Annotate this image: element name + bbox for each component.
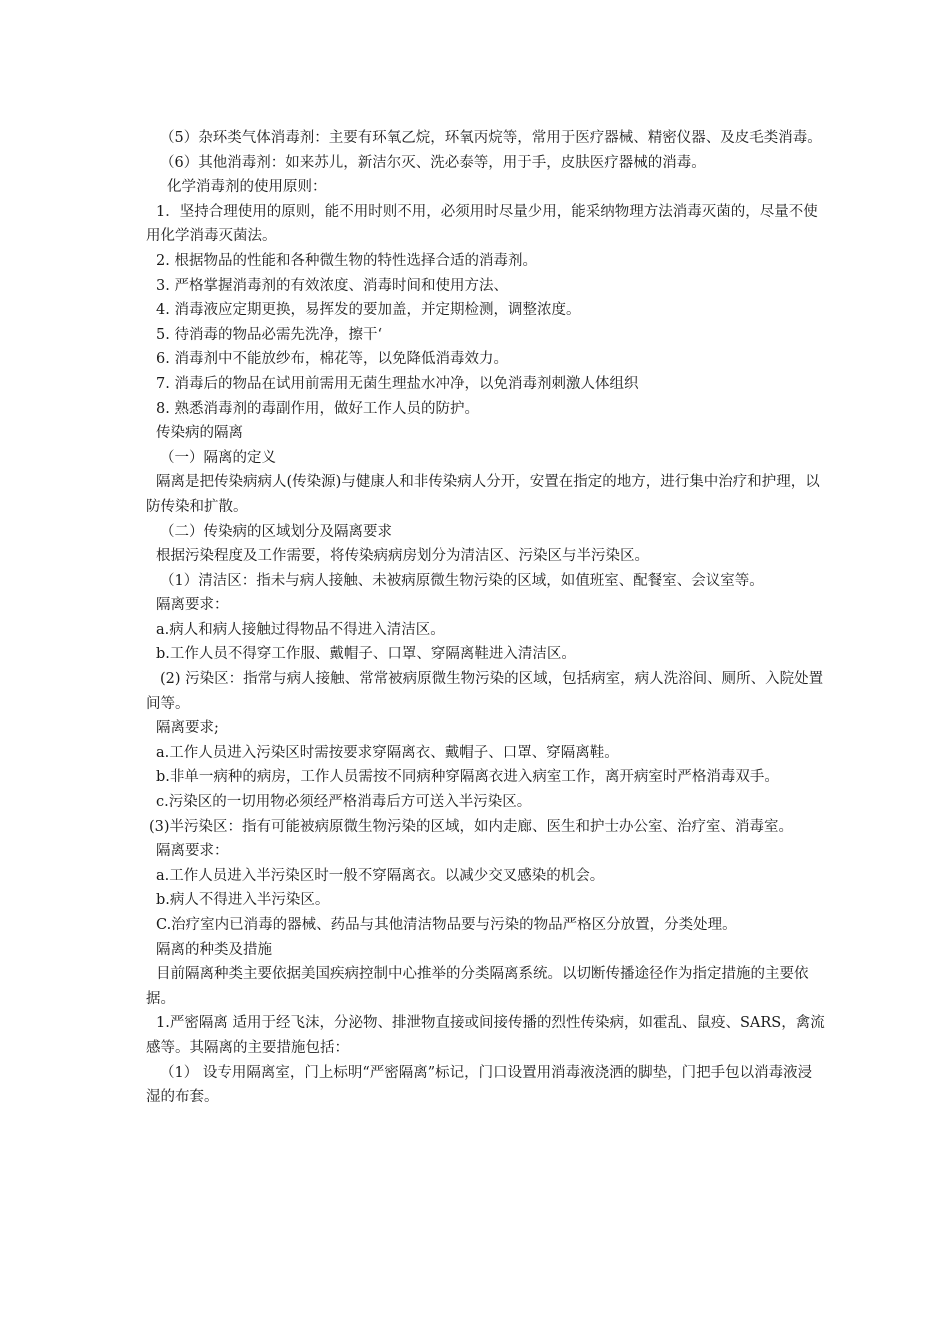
list-item: a.工作人员进入半污染区时一般不穿隔离衣。以减少交叉感染的机会。 [156,867,605,884]
list-item: b.病人不得进入半污染区。 [156,892,330,909]
document-body [146,126,826,1110]
paragraph: 目前隔离种类主要依据美国疾病控制中心推举的分类隔离系统。以切断传播途径作为指定措施的主要依据。 [146,966,809,1007]
paragraph: 隔离要求： [156,597,229,614]
list-item: 2. 根据物品的性能和各种微生物的特性选择合适的消毒剂。 [156,252,537,269]
list-item: C.治疗室内已消毒的器械、药品与其他清洁物品要与污染的物品严格区分放置，分类处理。 [156,917,737,933]
paragraph: 1.严密隔离 适用于经飞沫，分泌物、排泄物直接或间接传播的烈性传染病，如霍乱、鼠疫、SARS，禽流感等。其隔离的主要措施包括： [146,1015,825,1056]
section-heading: 传染病的隔离 [156,425,243,442]
section-heading: 化学消毒剂的使用原则： [167,179,327,196]
list-item: 3. 严格掌握消毒剂的有效浓度、消毒时间和使用方法、 [156,277,508,294]
paragraph: 根据污染程度及工作需要，将传染病病房划分为清洁区、污染区与半污染区。 [156,548,649,565]
list-item: 8. 熟悉消毒剂的毒副作用，做好工作人员的防护。 [156,400,479,417]
paragraph: (2) 污染区：指常与病人接触、常常被病原微生物污染的区域，包括病室，病人洗浴间、厕所、入院处置间等。 [146,671,824,712]
paragraph: (3)半污染区：指有可能被病原微生物污染的区域，如内走廊、医生和护士办公室、治疗室、消毒室。 [149,818,794,835]
paragraph: 1．坚持合理使用的原则，能不用时则不用，必须用时尽量少用，能采纳物理方法消毒灭菌的，尽量不使用化学消毒灭菌法。 [146,203,818,245]
list-item: 7. 消毒后的物品在试用前需用无菌生理盐水冲净，以免消毒剂刺激人体组织 [156,375,639,392]
paragraph: （5）杂环类气体消毒剂：主要有环氧乙烷，环氧丙烷等，常用于医疗器械、精密仪器、及皮毛类消毒。 [160,130,822,146]
list-item: 6. 消毒剂中不能放纱布，棉花等，以免降低消毒效力。 [156,351,508,368]
paragraph: 隔离要求; [156,720,219,737]
list-item: b.工作人员不得穿工作服、戴帽子、口罩、穿隔离鞋进入清洁区。 [156,646,576,663]
subsection-heading: （二）传染病的区域划分及隔离要求 [160,523,392,540]
list-item: a.工作人员进入污染区时需按要求穿隔离衣、戴帽子、口罩、穿隔离鞋。 [156,744,619,761]
paragraph: （1）清洁区：指未与病人接触、未被病原微生物污染的区域，如值班室、配餐室、会议室等。 [160,572,764,589]
subsection-heading: （一）隔离的定义 [160,449,276,466]
list-item: a.病人和病人接触过得物品不得进入清洁区。 [156,621,445,638]
list-item: b.非单一病种的病房，工作人员需按不同病种穿隔离衣进入病室工作，离开病室时严格消毒双手。 [156,769,779,786]
paragraph: （1） 设专用隔离室，门上标明“严密隔离”标记，门口设置用消毒液浇洒的脚垫，门把手包以消毒液浸湿的布套。 [146,1064,813,1106]
paragraph: （6）其他消毒剂：如来苏儿，新洁尔灭、洗必泰等，用于手，皮肤医疗器械的消毒。 [160,154,706,171]
list-item: 4. 消毒液应定期更换，易挥发的要加盖，并定期检测，调整浓度。 [156,302,581,319]
list-item: c.污染区的一切用物必须经严格消毒后方可送入半污染区。 [156,794,532,811]
section-heading: 隔离的种类及措施 [156,941,272,958]
list-item: 5. 待消毒的物品必需先洗净，擦干‘ [156,326,383,343]
paragraph: 隔离是把传染病病人(传染源)与健康人和非传染病人分开，安置在指定的地方，进行集中治疗和护理，以防传染和扩散。 [146,474,820,515]
paragraph: 隔离要求： [156,843,229,860]
